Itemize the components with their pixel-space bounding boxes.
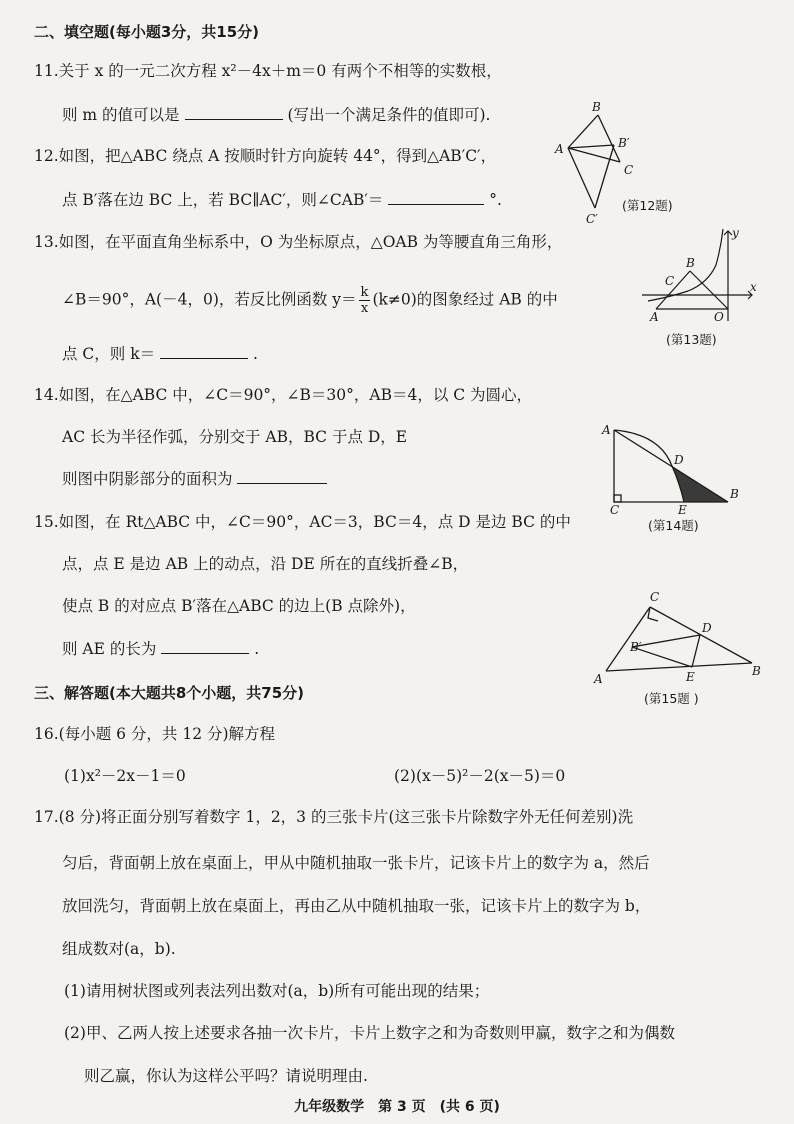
q14-line1: 14.如图，在△ABC 中，∠C＝90°，∠B＝30°，AB＝4，以 C 为圆心， (34, 386, 533, 404)
q17-line2: 匀后，背面朝上放在桌面上，甲从中随机抽取一张卡片，记该卡片上的数字为 a，然后 (62, 854, 650, 872)
q13-label-A: A (650, 310, 659, 324)
q17-line4: 组成数对(a，b). (62, 940, 176, 958)
q15-caption: (第15题 ) (644, 691, 699, 706)
q13-answer-blank (160, 344, 248, 359)
q12-answer-blank (388, 190, 484, 205)
q13-line3-text: 点 C，则 k＝ (62, 345, 156, 363)
q15-figure (588, 585, 768, 689)
q12-label-Bp: B′ (618, 136, 630, 150)
q12-line1: 12.如图，把△ABC 绕点 A 按顺时针方向旋转 44°，得到△AB′C′， (34, 147, 497, 165)
q11-answer-blank (185, 105, 283, 120)
q15-line4-end: . (254, 640, 260, 658)
q17-line1: 17.(8 分)将正面分别写着数字 1，2，3 的三张卡片(这三张卡片除数字外无任何差别)洗 (34, 808, 634, 826)
q15-label-D: D (702, 621, 712, 635)
q15-label-Bp: B′ (630, 640, 642, 654)
q13-label-B: B (686, 256, 695, 270)
q13-line2 (62, 285, 558, 316)
q14-label-C: C (610, 503, 620, 516)
q14-answer-blank (237, 469, 327, 484)
q15-line4 (62, 638, 259, 660)
q15-answer-blank (161, 639, 249, 654)
q14-label-E: E (678, 503, 687, 516)
q11-line2-text: 则 m 的值可以是 (62, 106, 180, 124)
section-title-fill-in: 二、填空题(每小题3分，共15分) (34, 23, 260, 41)
q14-figure (600, 420, 750, 516)
q13-line2-text: ∠B＝90°，A(－4，0)，若反比例函数 y＝ (62, 290, 357, 309)
q16-part1: (1)x²－2x－1＝0 (64, 767, 186, 785)
q12-line2-text: 点 B′落在边 BC 上，若 BC∥AC′，则∠CAB′＝ (62, 191, 384, 209)
q13-fraction (359, 285, 371, 316)
q17-line3: 放回洗匀，背面朝上放在桌面上，再由乙从中随机抽取一张，记该卡片上的数字为 b， (62, 897, 651, 915)
q17-part2-line2: 则乙赢，你认为这样公平吗？请说明理由. (84, 1067, 368, 1085)
q15-label-C: C (650, 590, 660, 604)
q12-label-Cp: C′ (586, 212, 598, 226)
q13-label-y: y (732, 226, 739, 240)
q14-label-A: A (602, 423, 611, 437)
q13-line2-rest: (k≠0)的图象经过 AB 的中 (372, 290, 558, 309)
q11-line2-note: (写出一个满足条件的值即可). (287, 106, 491, 124)
q15-label-E: E (686, 670, 695, 684)
q13-fraction-denominator: x (360, 301, 369, 316)
q12-degree-suffix: °. (489, 191, 502, 209)
q13-line1: 13.如图，在平面直角坐标系中，O 为坐标原点，△OAB 为等腰直角三角形， (34, 233, 563, 251)
q12-line2 (62, 189, 502, 211)
section-title-answer: 三、解答题(本大题共8个小题，共75分) (34, 684, 305, 702)
q15-label-B: B (752, 664, 761, 678)
q11-line1: 11.关于 x 的一元二次方程 x²－4x＋m＝0 有两个不相等的实数根， (34, 62, 502, 80)
q14-caption: (第14题) (648, 518, 699, 533)
q14-line3-text: 则图中阴影部分的面积为 (62, 470, 233, 488)
q13-label-x: x (750, 280, 757, 294)
q13-caption: (第13题) (666, 332, 717, 347)
q16-line1: 16.(每小题 6 分，共 12 分)解方程 (34, 725, 276, 743)
q13-label-C: C (665, 274, 675, 288)
q13-line3 (62, 343, 258, 365)
q13-figure (640, 225, 760, 325)
q15-line3: 使点 B 的对应点 B′落在△ABC 的边上(B 点除外)， (62, 597, 416, 615)
q15-line1: 15.如图，在 Rt△ABC 中，∠C＝90°，AC＝3，BC＝4，点 D 是边 BC 的中 (34, 513, 571, 531)
q13-fraction-numerator: k (360, 285, 369, 300)
q14-line3 (62, 468, 327, 490)
q15-label-A: A (594, 672, 603, 686)
q13-label-O: O (714, 310, 724, 324)
q17-part2-line1: (2)甲、乙两人按上述要求各抽一次卡片，卡片上数字之和为奇数则甲赢，数字之和为偶数 (64, 1024, 675, 1042)
q12-caption: (第12题) (622, 198, 673, 213)
q14-label-B: B (730, 487, 739, 501)
q14-label-D: D (674, 453, 684, 467)
q17-part1: (1)请用树状图或列表法列出数对(a，b)所有可能出现的结果； (64, 982, 490, 1000)
q14-line2: AC 长为半径作弧，分别交于 AB，BC 于点 D，E (62, 428, 408, 446)
q12-label-C: C (624, 163, 634, 177)
q13-line3-end: . (252, 345, 258, 363)
q15-line4-text: 则 AE 的长为 (62, 640, 157, 658)
q12-label-B: B (592, 100, 601, 114)
q16-part2: (2)(x－5)²－2(x－5)＝0 (394, 767, 566, 785)
page-footer: 九年级数学 第 3 页 (共 6 页) (294, 1099, 500, 1115)
q11-line2 (62, 104, 490, 126)
q12-label-A: A (555, 142, 564, 156)
q15-line2: 点，点 E 是边 AB 上的动点，沿 DE 所在的直线折叠∠B， (62, 555, 469, 573)
